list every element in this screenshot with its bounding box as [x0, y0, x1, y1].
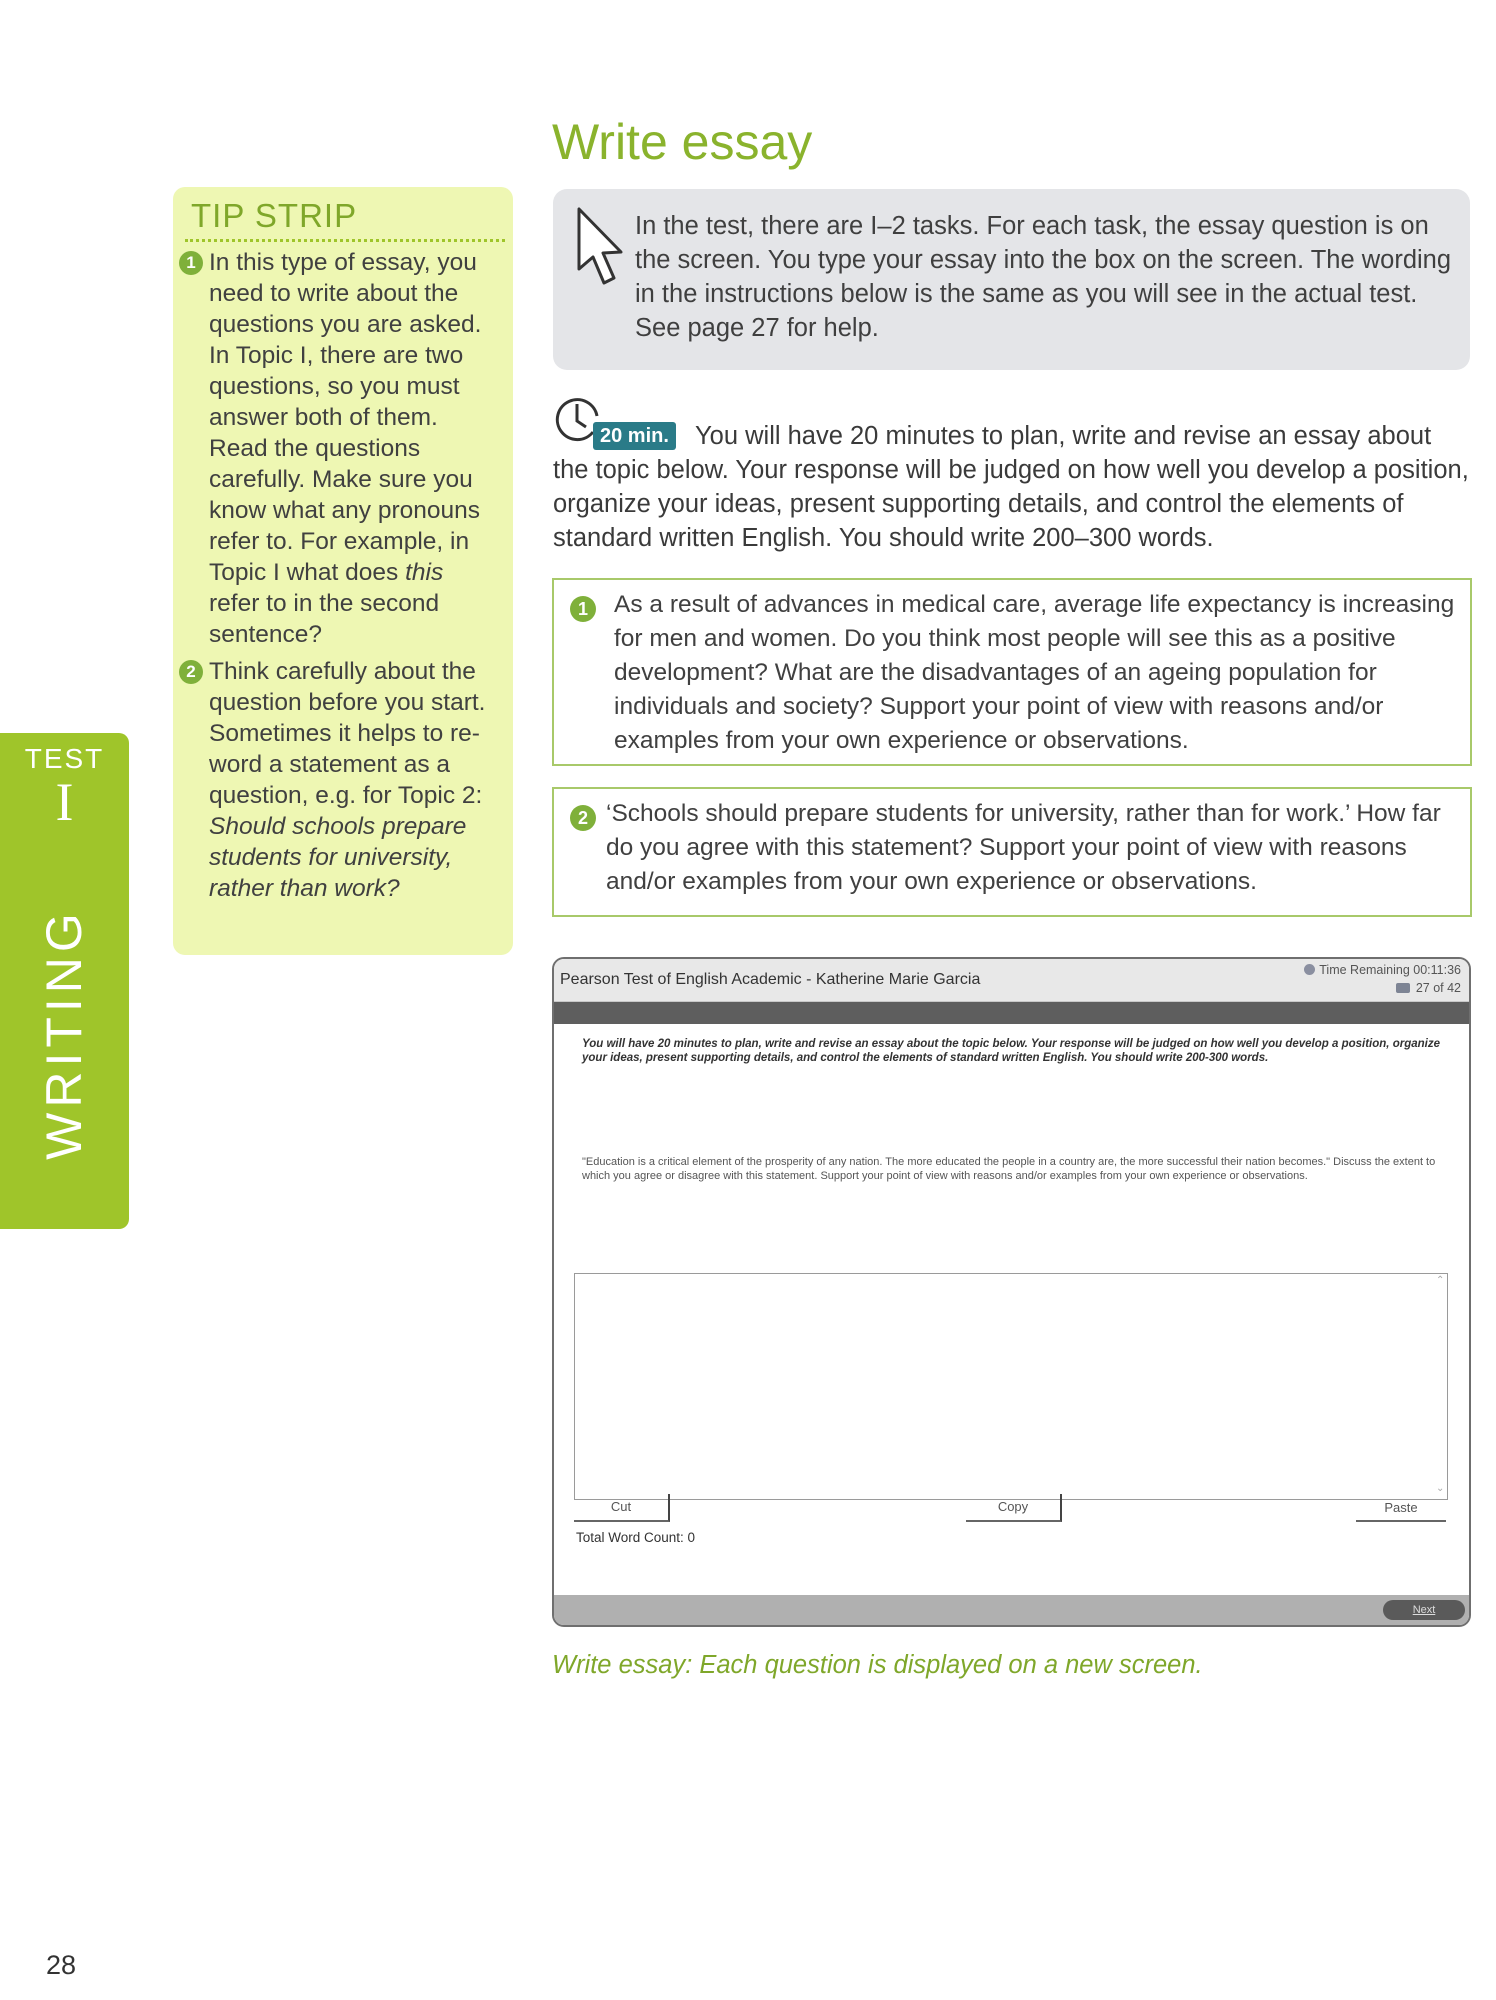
cut-button[interactable]: Cut [574, 1494, 670, 1522]
section-label: WRITING [36, 908, 92, 1160]
test-number: I [55, 772, 74, 832]
paste-button[interactable]: Paste [1356, 1496, 1446, 1522]
next-button[interactable]: Next [1383, 1600, 1465, 1620]
topic-number-2-icon: 2 [570, 805, 596, 831]
screen-instructions: You will have 20 minutes to plan, write and revise an essay about the topic below. Your response will be judged on how well you develop a position, organize your ideas, present supporting details, and control the elements of standard written English. You should write 200-300 words. [582, 1038, 1440, 1064]
screen-caption: Write essay: Each question is displayed on a new screen. [552, 1651, 1203, 1679]
tip-item-1 [177, 247, 499, 650]
tip-strip-title: TIP STRIP [191, 197, 358, 234]
topic-box-2 [552, 787, 1472, 917]
time-badge: 20 min. [593, 422, 676, 450]
info-box [553, 189, 1470, 370]
screen-prompt: "Education is a critical element of the prosperity of any nation. The more educated the people in a country are, the more successful their nation becomes." Discuss the extent to which you agree or disagree with this statement. Support your point of view with reasons and/or examples from your own experience or observations. [582, 1156, 1436, 1182]
topic-box-1 [552, 578, 1472, 766]
scroll-up-icon[interactable]: ⌃ [1436, 1275, 1445, 1286]
test-screen [552, 957, 1471, 1627]
timing-text: You will have 20 minutes to plan, write and revise an essay about the topic below. Your response will be judged on how well you develop a position, organize your ideas, present supporting details, and control the elements of standard written English. You should write 200–300 words. [553, 422, 1469, 552]
test-label: TEST [24, 743, 105, 774]
topic-text-2: ‘Schools should prepare students for university, rather than for work.’ How far do you agree with this statement? Support your point of view with reasons and/or examples from your own experience or observations. [606, 800, 1441, 895]
word-count: Total Word Count: 0 [576, 1530, 696, 1545]
copy-button[interactable]: Copy [966, 1494, 1062, 1522]
tip-text-1: In this type of essay, you need to write about the questions you are asked. In Topic I, there are two questions, so you must answer both of them. Read the questions carefully. Make sure you know what any pronouns refer to. For example, in Topic I what does [209, 249, 482, 586]
info-text: In the test, there are I–2 tasks. For each task, the essay question is on the screen. You type your essay into the box on the screen. The wording in the instructions below is the same as you will see in the actual test. See page 27 for help. [635, 212, 1452, 342]
topic-number-1-icon: 1 [570, 596, 596, 622]
printer-icon [1396, 983, 1410, 993]
page-number: 28 [46, 1950, 77, 1980]
tip-strip-divider [185, 239, 505, 242]
screen-title: Pearson Test of English Academic - Katherine Marie Garcia [560, 971, 981, 988]
essay-input[interactable] [574, 1273, 1448, 1500]
screen-header [554, 959, 1469, 1002]
tip-strip [173, 187, 513, 955]
tip-strip-body [177, 247, 499, 910]
tip-number-2-icon: 2 [179, 660, 203, 684]
screen-toolbar [554, 1002, 1469, 1024]
tip-emphasis-1: this [405, 559, 444, 586]
tip-text-2: Think carefully about the question before you start. Sometimes it helps to re-word a statement as a question, e.g. for Topic 2: [209, 658, 486, 809]
topic-text-1: As a result of advances in medical care, average life expectancy is increasing for men and women. Do you think most people will see this as a positive development? What are the disadvantages of an ageing population for individuals and society? Support your point of view with reasons and/or examples from your own experience or observations. [614, 591, 1455, 754]
time-remaining [1304, 963, 1461, 977]
timing-instructions [553, 419, 1473, 555]
screen-footer [554, 1595, 1469, 1625]
time-remaining-text: Time Remaining 00:11:36 [1319, 963, 1461, 977]
scroll-down-icon[interactable]: ⌄ [1436, 1483, 1445, 1494]
timer-icon [1304, 964, 1315, 975]
test-tab [0, 733, 129, 839]
question-counter-text: 27 of 42 [1415, 981, 1461, 995]
tip-number-1-icon: 1 [179, 251, 203, 275]
section-tab [0, 839, 129, 1229]
tip-text-1-end: refer to in the second sentence? [209, 590, 440, 648]
tip-item-2 [177, 656, 499, 904]
question-counter [1396, 981, 1461, 995]
cursor-arrow-icon [573, 205, 625, 287]
page-title: Write essay [552, 114, 813, 170]
tip-emphasis-2: Should schools prepare students for university, rather than work? [209, 813, 467, 902]
